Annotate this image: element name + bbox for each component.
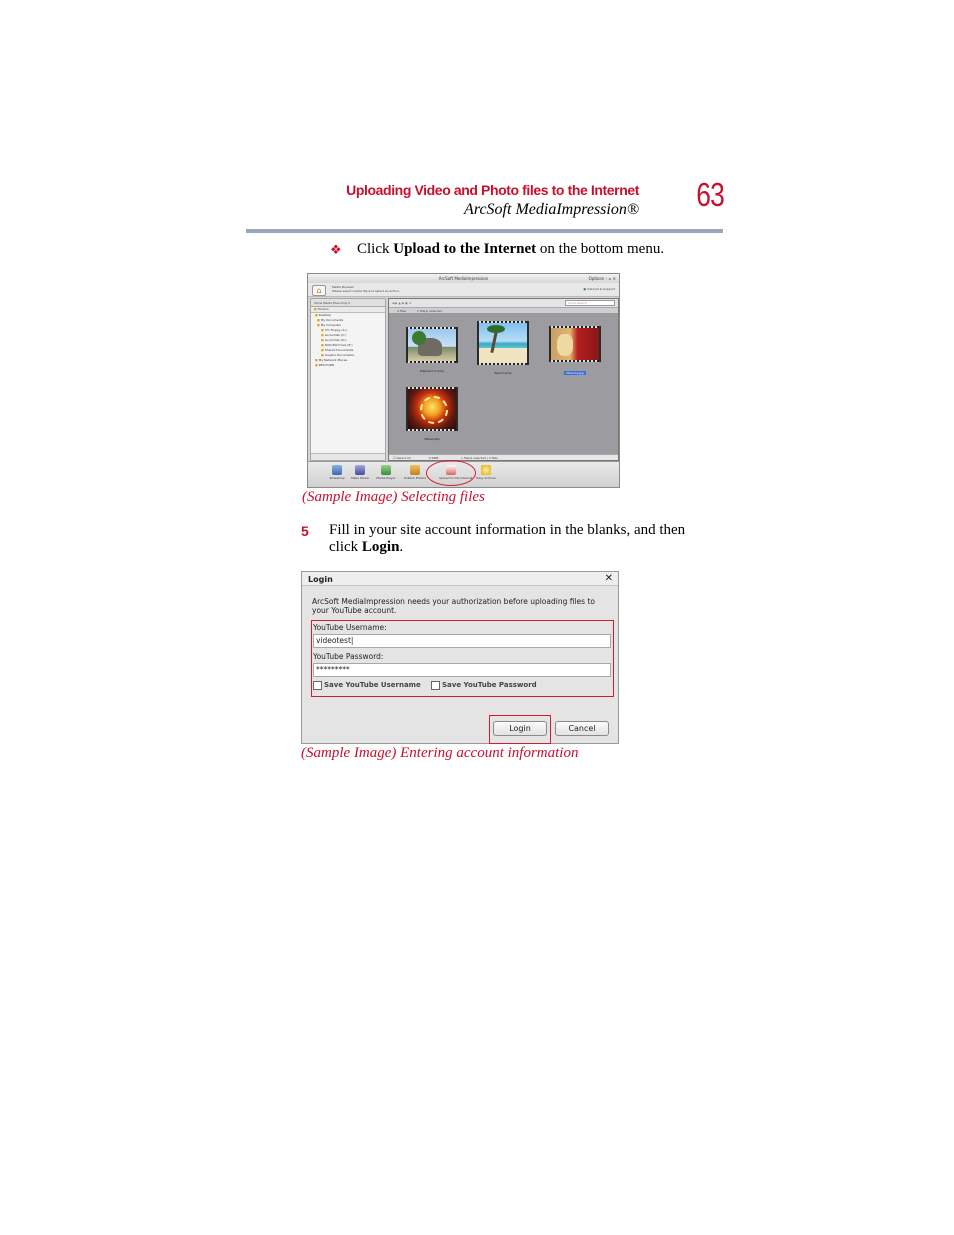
- tree-item-label: Local Disk (C:): [324, 333, 347, 337]
- save-username-label: Save YouTube Username: [324, 681, 421, 689]
- thumbnail-label-selected: Mummy.jpg: [564, 371, 586, 375]
- internet-support-link[interactable]: ● Internet & Support: [583, 287, 615, 291]
- folder-icon: ■: [315, 358, 319, 362]
- folder-panel: [310, 298, 386, 461]
- tree-item-label: My Network Places: [318, 358, 348, 362]
- tool-label: Media Player: [376, 476, 396, 480]
- tool-label: Upload to the Internet: [439, 476, 473, 480]
- filter-dropdown[interactable]: Show Media Files Only ▾: [311, 299, 385, 307]
- save-username-checkbox[interactable]: [313, 681, 322, 690]
- browser-heading: Media Browser: [332, 285, 355, 289]
- player-icon: [381, 465, 391, 475]
- folder-icon: ■: [321, 328, 325, 332]
- folder-toolbar: [311, 453, 385, 460]
- thumbnail-wheel[interactable]: [406, 387, 458, 431]
- folder-icon: ■: [317, 323, 321, 327]
- make-movie-button[interactable]: [348, 465, 372, 480]
- movie-icon: [355, 465, 365, 475]
- globe-icon: ●: [583, 287, 586, 291]
- thumbnail-label: Wheel.JPG: [424, 437, 440, 441]
- tree-item-label: Local Disk (D:): [324, 338, 347, 342]
- media-player-button[interactable]: [374, 465, 398, 480]
- folder-icon: ■: [321, 343, 325, 347]
- ferris-wheel-image: [420, 396, 448, 424]
- folder-icon: ■: [314, 307, 317, 311]
- selected-count: 1 file(s) selected: [417, 309, 442, 313]
- media-info-bar: [389, 308, 618, 314]
- media-toolbar: [389, 299, 618, 308]
- folder-icon: ■: [321, 348, 325, 352]
- folder-icon: ■: [321, 338, 325, 342]
- search-input[interactable]: Local search: [565, 300, 615, 306]
- save-password-label: Save YouTube Password: [442, 681, 537, 689]
- select-all-checkbox[interactable]: ☑ Select All: [393, 456, 411, 460]
- nav-arrows-icon[interactable]: ◀ ▶ ▲ ◆ ▣ ≡: [392, 301, 412, 305]
- dialog-title: Login: [308, 575, 333, 584]
- app-topbar: [308, 283, 619, 297]
- highlight-circle: [426, 460, 476, 486]
- media-panel: [388, 298, 619, 461]
- tool-label: Slideshow: [329, 476, 345, 480]
- archive-star-icon: [481, 465, 491, 475]
- slideshow-button[interactable]: [325, 465, 349, 480]
- folder-icon: ■: [315, 313, 319, 317]
- thumbnail-label: Beach.bmp: [494, 371, 512, 375]
- bullet-diamond-icon: ❖: [330, 242, 342, 257]
- section-subtitle: ArcSoft MediaImpression®: [464, 201, 639, 218]
- arcsoft-app-screenshot: [307, 273, 620, 488]
- slideshow-icon: [332, 465, 342, 475]
- publish-photos-button[interactable]: [403, 465, 427, 480]
- password-label: YouTube Password:: [313, 652, 384, 661]
- thumbnail-elephant[interactable]: [406, 327, 458, 363]
- folder-tree[interactable]: [311, 313, 385, 368]
- folder-icon: ■: [317, 318, 321, 322]
- login-button[interactable]: Login: [493, 721, 547, 736]
- folder-icon: ■: [321, 333, 325, 337]
- palm-leaves-image: [487, 325, 505, 333]
- tree-item-label: My Documents: [320, 318, 344, 322]
- folder-icon: ■: [315, 363, 319, 367]
- bullet-instruction: Click Upload to the Internet on the bottom menu.: [357, 241, 665, 257]
- folder-icon: ■: [321, 353, 325, 357]
- login-dialog: [301, 571, 619, 744]
- app-title: ArcSoft MediaImpression: [438, 276, 489, 281]
- tree-item[interactable]: [315, 363, 385, 368]
- dialog-titlebar: [302, 572, 618, 586]
- tree-item-label: Guest's Documents: [324, 353, 355, 357]
- tree-item-label: My Computer: [320, 323, 342, 327]
- media-status-bar: [389, 454, 618, 460]
- selection-readout: 1 file(s) selected | 4 files: [461, 456, 498, 460]
- thumbnail-beach[interactable]: [477, 321, 529, 365]
- tree-item-label: 3½ Floppy (A:): [324, 328, 347, 332]
- tree-item-label: Shared Documents: [324, 348, 354, 352]
- dialog-message: ArcSoft MediaImpression needs your authorization before uploading files to your YouTube account.: [312, 597, 595, 615]
- photos-icon: [410, 465, 420, 475]
- app-titlebar: [308, 274, 619, 283]
- step-instruction: Fill in your site account information in the blanks, and then click Login.: [329, 522, 686, 555]
- browser-hint: Please select media file and select an action.: [332, 289, 400, 293]
- easy-archive-button[interactable]: [474, 465, 498, 480]
- mummy-face-image: [557, 334, 573, 356]
- folders-header: ■ Folders: [311, 307, 385, 313]
- home-icon[interactable]: ⌂: [312, 285, 326, 296]
- window-controls: Options – ▫ ✕: [588, 276, 616, 281]
- header-rule: [246, 229, 723, 233]
- tool-label: Easy Archive: [476, 476, 496, 480]
- step-number: 5: [301, 523, 309, 539]
- username-field[interactable]: videotest|: [313, 634, 611, 648]
- password-field[interactable]: *********: [313, 663, 611, 677]
- file-count: 4 files: [397, 309, 406, 313]
- tool-label: Make Movie: [351, 476, 369, 480]
- thumbnail-mummy[interactable]: [549, 326, 601, 362]
- thumbnail-label: Elephant C.bmp: [419, 369, 445, 373]
- username-label: YouTube Username:: [313, 623, 387, 632]
- tree-item-label: DVD-RW Drive (E:): [324, 343, 353, 347]
- tool-label: Publish Photos: [404, 476, 426, 480]
- tree-item-label: Desktop: [318, 313, 332, 317]
- tree-item-label: RECYCLER: [318, 363, 335, 367]
- figure2-caption: (Sample Image) Entering account information: [301, 745, 579, 761]
- close-icon[interactable]: ✕: [604, 573, 613, 584]
- section-title: Uploading Video and Photo files to the Internet: [346, 182, 639, 198]
- tree-image: [412, 331, 426, 345]
- page-number: 63: [696, 176, 724, 213]
- save-password-checkbox[interactable]: [431, 681, 440, 690]
- cancel-button[interactable]: Cancel: [555, 721, 609, 736]
- size-readout: 0.6MB: [429, 456, 439, 460]
- figure1-caption: (Sample Image) Selecting files: [302, 489, 485, 505]
